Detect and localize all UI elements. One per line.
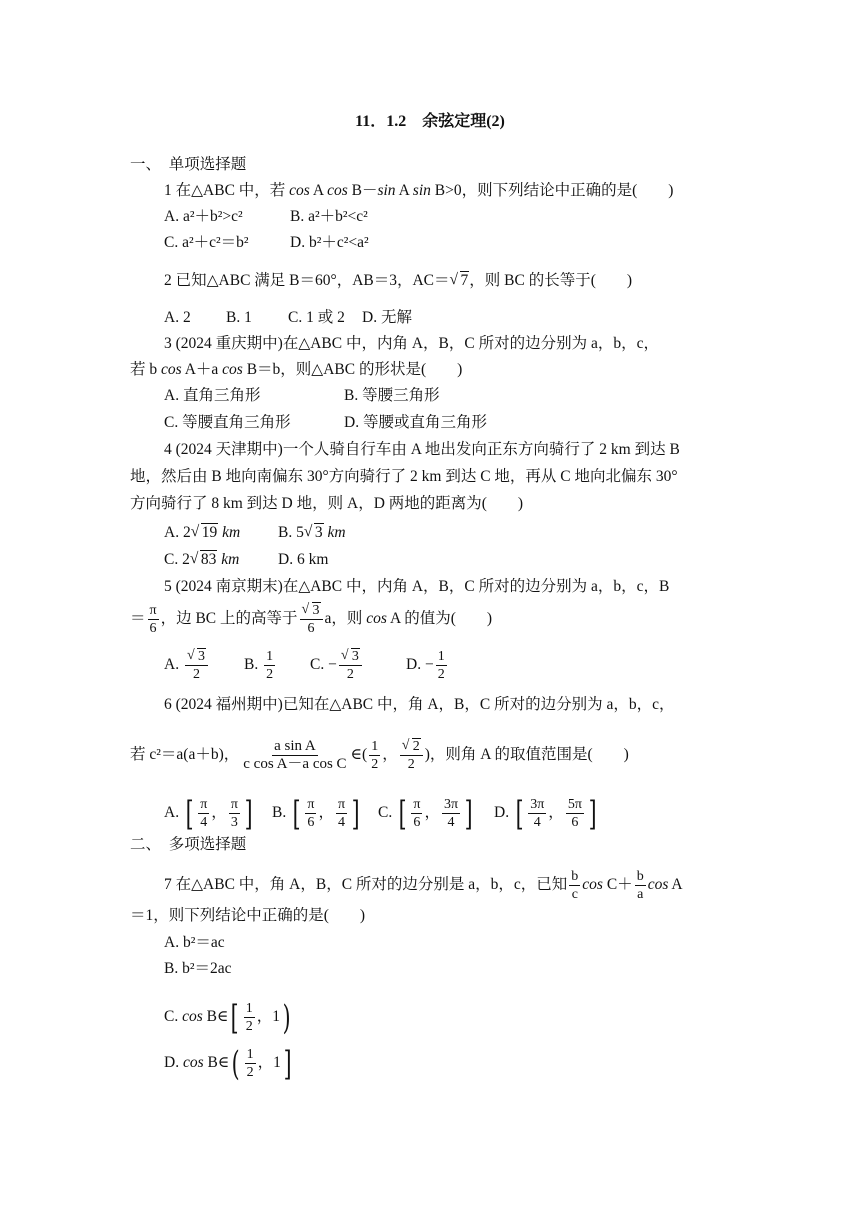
question-4-stem-line3: 方向骑行了 8 km 到达 D 地，则 A，D 两地的距离为( ) (130, 495, 524, 512)
question-1-option-c: C. a²＋c²＝b² (164, 234, 249, 251)
question-7-option-a: A. b²＝ac (164, 934, 225, 951)
question-4-stem-line1: 4 (2024 天津期中)一个人骑自行车由 A 地出发向正东方向骑行了 2 km 到达 B (164, 441, 680, 458)
question-4-options-row1 (164, 522, 346, 544)
question-7-option-c: C. cos B∈[ $\frac{1}{2}$ ，1) (164, 997, 291, 1038)
question-4-stem-line2: 地，然后由 B 地向南偏东 30°方向骑行了 2 km 到达 C 地，再从 C 地向北偏东 30° (130, 468, 678, 485)
question-1-option-d: D. b²＋c²<a² (290, 234, 369, 251)
question-5-option-a: A. √ $\frac{3}{2}$ (164, 648, 244, 683)
question-5-option-c: C. − √ $\frac{3}{2}$ (310, 648, 406, 683)
question-2-stem: 2 已知△ABC 满足 B＝60°，AB＝3，AC＝√ 7，则 BC 的长等于( ) (164, 270, 632, 292)
question-3-option-c: C. 等腰直角三角形 (164, 414, 291, 431)
question-4-options-row2 (164, 549, 328, 571)
question-7-option-b: B. b²＝2ac (164, 960, 232, 977)
question-3-option-b: B. 等腰三角形 (344, 387, 440, 404)
question-6-options (164, 793, 599, 834)
question-2-option-a: A. 2 (164, 309, 191, 326)
question-5-stem-line2: ＝ $\frac{\pi}{6}$ ，边 BC 上的高等于 √ $\frac{3}{6}$ a，则 cos A 的值为( ) (130, 602, 492, 637)
question-3-stem-line2: 若 b cos A＋a cos B＝b，则△ABC 的形状是( ) (130, 361, 463, 378)
question-4-option-c: C. 2√ 83 km (164, 549, 278, 571)
question-1-option-a: A. a²＋b²>c² (164, 208, 243, 225)
question-2-option-d: D. 无解 (362, 309, 412, 326)
question-7-stem-line2: ＝1，则下列结论中正确的是( ) (130, 907, 366, 924)
question-5-options (164, 648, 449, 683)
question-1-options-row2 (164, 232, 369, 254)
question-3-options-row2 (164, 412, 487, 434)
question-2-option-b: B. 1 (226, 309, 252, 326)
question-1-stem: 1 在△ABC 中，若 cos A cos B－sin A sin B>0，则下列结论中正确的是( ) (164, 182, 674, 199)
question-4-option-d: D. 6 km (278, 551, 329, 568)
question-7-stem-line1: 7 在△ABC 中，角 A，B，C 所对的边分别是 a，b，c，已知 $\frac{b}{c}$ cos C＋ $\frac{b}{a}$ cos A (164, 869, 683, 902)
question-4-option-a: A. 2√ 19 km (164, 522, 278, 544)
question-6-stem-line2: 若 c²＝a(a＋b)， $\frac{\text{a sin A}}{\text{c cos A－a cos C}}$ ∈( $\frac{1}{2}$ ， √ $\frac{2}{2}$ )，则角 A 的取值范围是( ) (130, 738, 629, 773)
section-heading-multi-choice: 二、 多项选择题 (130, 836, 247, 853)
question-3-options-row1 (164, 385, 440, 407)
question-1-option-b: B. a²＋b²<c² (290, 208, 368, 225)
question-7-option-d: D. cos B∈( $\frac{1}{2}$ ，1] (164, 1043, 292, 1084)
question-1-options-row1 (164, 206, 368, 228)
section-heading-single-choice: 一、 单项选择题 (130, 156, 247, 173)
question-6-option-a: A. [ $\frac{\pi}{4}$ ， $\frac{\pi}{3}$ ] (164, 793, 253, 834)
question-6-option-d: D. [ $\frac{3\pi}{4}$ ， $\frac{5\pi}{6}$ ] (494, 793, 597, 834)
page-title: 11．1.2 余弦定理(2) (355, 113, 505, 130)
question-3-stem-line1: 3 (2024 重庆期中)在△ABC 中，内角 A，B，C 所对的边分别为 a，b，c， (164, 335, 659, 352)
question-3-option-a: A. 直角三角形 (164, 387, 261, 404)
question-2-option-c: C. 1 或 2 (288, 309, 345, 326)
question-3-option-d: D. 等腰或直角三角形 (344, 414, 487, 431)
question-5-option-b: B. $\frac{1}{2}$ (244, 649, 274, 682)
question-5-option-d: D. − $\frac{1}{2}$ (406, 649, 445, 682)
question-5-stem-line1: 5 (2024 南京期末)在△ABC 中，内角 A，B，C 所对的边分别为 a，b，c，B (164, 578, 670, 595)
question-6-option-c: C. [ $\frac{\pi}{6}$ ， $\frac{3\pi}{4}$ ] (378, 793, 473, 834)
question-6-stem-line1: 6 (2024 福州期中)已知在△ABC 中，角 A，B，C 所对的边分别为 a，b，c， (164, 696, 675, 713)
question-2-options (164, 307, 412, 329)
question-6-option-b: B. [ $\frac{\pi}{6}$ ， $\frac{\pi}{4}$ ] (272, 793, 360, 834)
question-4-option-b: B. 5√ 3 km (278, 522, 346, 544)
